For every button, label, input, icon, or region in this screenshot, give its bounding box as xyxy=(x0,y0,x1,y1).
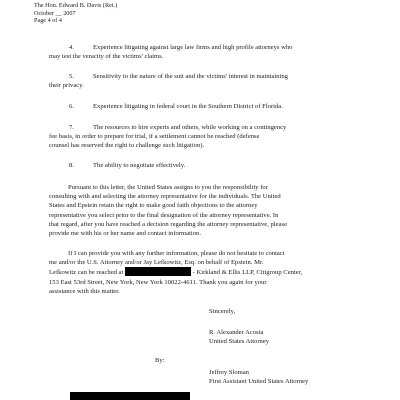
signer-title: United States Attorney xyxy=(209,338,270,345)
list-item xyxy=(49,123,369,150)
date-line: October __ 2007 xyxy=(34,9,76,17)
para-line: States and Epstein retain the right to make good faith objections to the attorney xyxy=(49,202,258,210)
paragraph-contact xyxy=(49,249,369,296)
item-text-cont: counsel has reserved the right to challenge such litigation). xyxy=(49,142,205,149)
addressee-line: The Hon. Edward B. Davis (Ret.) xyxy=(34,2,118,9)
item-number: 4. xyxy=(69,44,74,51)
signer-name: Jeffrey Sloman xyxy=(209,369,249,376)
item-text-cont: may test the veracity of the victims' claims. xyxy=(49,53,164,60)
list-item xyxy=(49,43,369,61)
item-text-cont: fee basis, in order to prepare for trial, if a settlement cannot be reached (defense xyxy=(49,133,260,140)
item-number: 5. xyxy=(69,73,74,80)
signer-title: First Assistant United States Attorney xyxy=(209,378,309,385)
list-item xyxy=(49,72,369,90)
item-number: 7. xyxy=(69,124,74,131)
para-line: - Kirkland & Ellis LLP, Citigroup Center, xyxy=(192,269,303,277)
redaction-block xyxy=(125,267,191,276)
para-line: Lefkowitz can be reached at xyxy=(49,269,124,277)
paragraph-assignment xyxy=(49,183,369,238)
item-number: 8. xyxy=(69,162,74,169)
item-number: 6. xyxy=(69,103,74,110)
closing-sincerely: Sincerely, xyxy=(209,308,236,315)
signature-block-1 xyxy=(209,328,269,346)
signature-block-2 xyxy=(209,368,308,386)
item-text-cont: their privacy. xyxy=(49,82,84,89)
para-line: consulting with and selecting the attorney representative for the individuals. The United xyxy=(49,193,281,201)
para-line: me and/or the U.S. Attorney and/or Jay Lefkowitz, Esq. on behalf of Epstein. Mr. xyxy=(49,259,264,267)
item-text: The ability to negotiate effectively. xyxy=(93,162,186,169)
para-line: Pursuant to this letter, the United States assigns to you the responsibility for xyxy=(68,184,268,191)
para-line: representative you select prior to the final designation of the attorney representative. In xyxy=(49,211,279,219)
list-item xyxy=(69,161,369,170)
para-line: assistance with this matter. xyxy=(49,287,120,295)
item-text: The resources to hire experts and others, while working on a contingency xyxy=(93,124,287,131)
page-number: Page 4 of 4 xyxy=(34,17,63,25)
para-line: that regard, after you have reached a decision regarding the attorney representative, please xyxy=(49,220,287,228)
redaction-block xyxy=(70,392,190,400)
list-item xyxy=(69,102,369,111)
signer-name: R. Alexander Acosta xyxy=(209,329,264,336)
item-text: Experience litigating against large law firms and high profile attorneys who xyxy=(93,44,293,51)
item-text: Sensitivity to the nature of the suit and the victims' interest in maintaining xyxy=(93,73,288,80)
para-line: provide me with his or her name and contact information. xyxy=(49,230,201,238)
para-line: If I can provide you with any further information, please do not hesitate to contact xyxy=(68,250,285,257)
item-text: Experience litigating in federal court in the Southern District of Florida. xyxy=(93,103,283,110)
para-line: 153 East 53rd Street, New York, New York 10022-4611. Thank you again for your xyxy=(49,278,267,286)
by-label: By: xyxy=(155,357,165,364)
letter-header xyxy=(34,2,117,25)
